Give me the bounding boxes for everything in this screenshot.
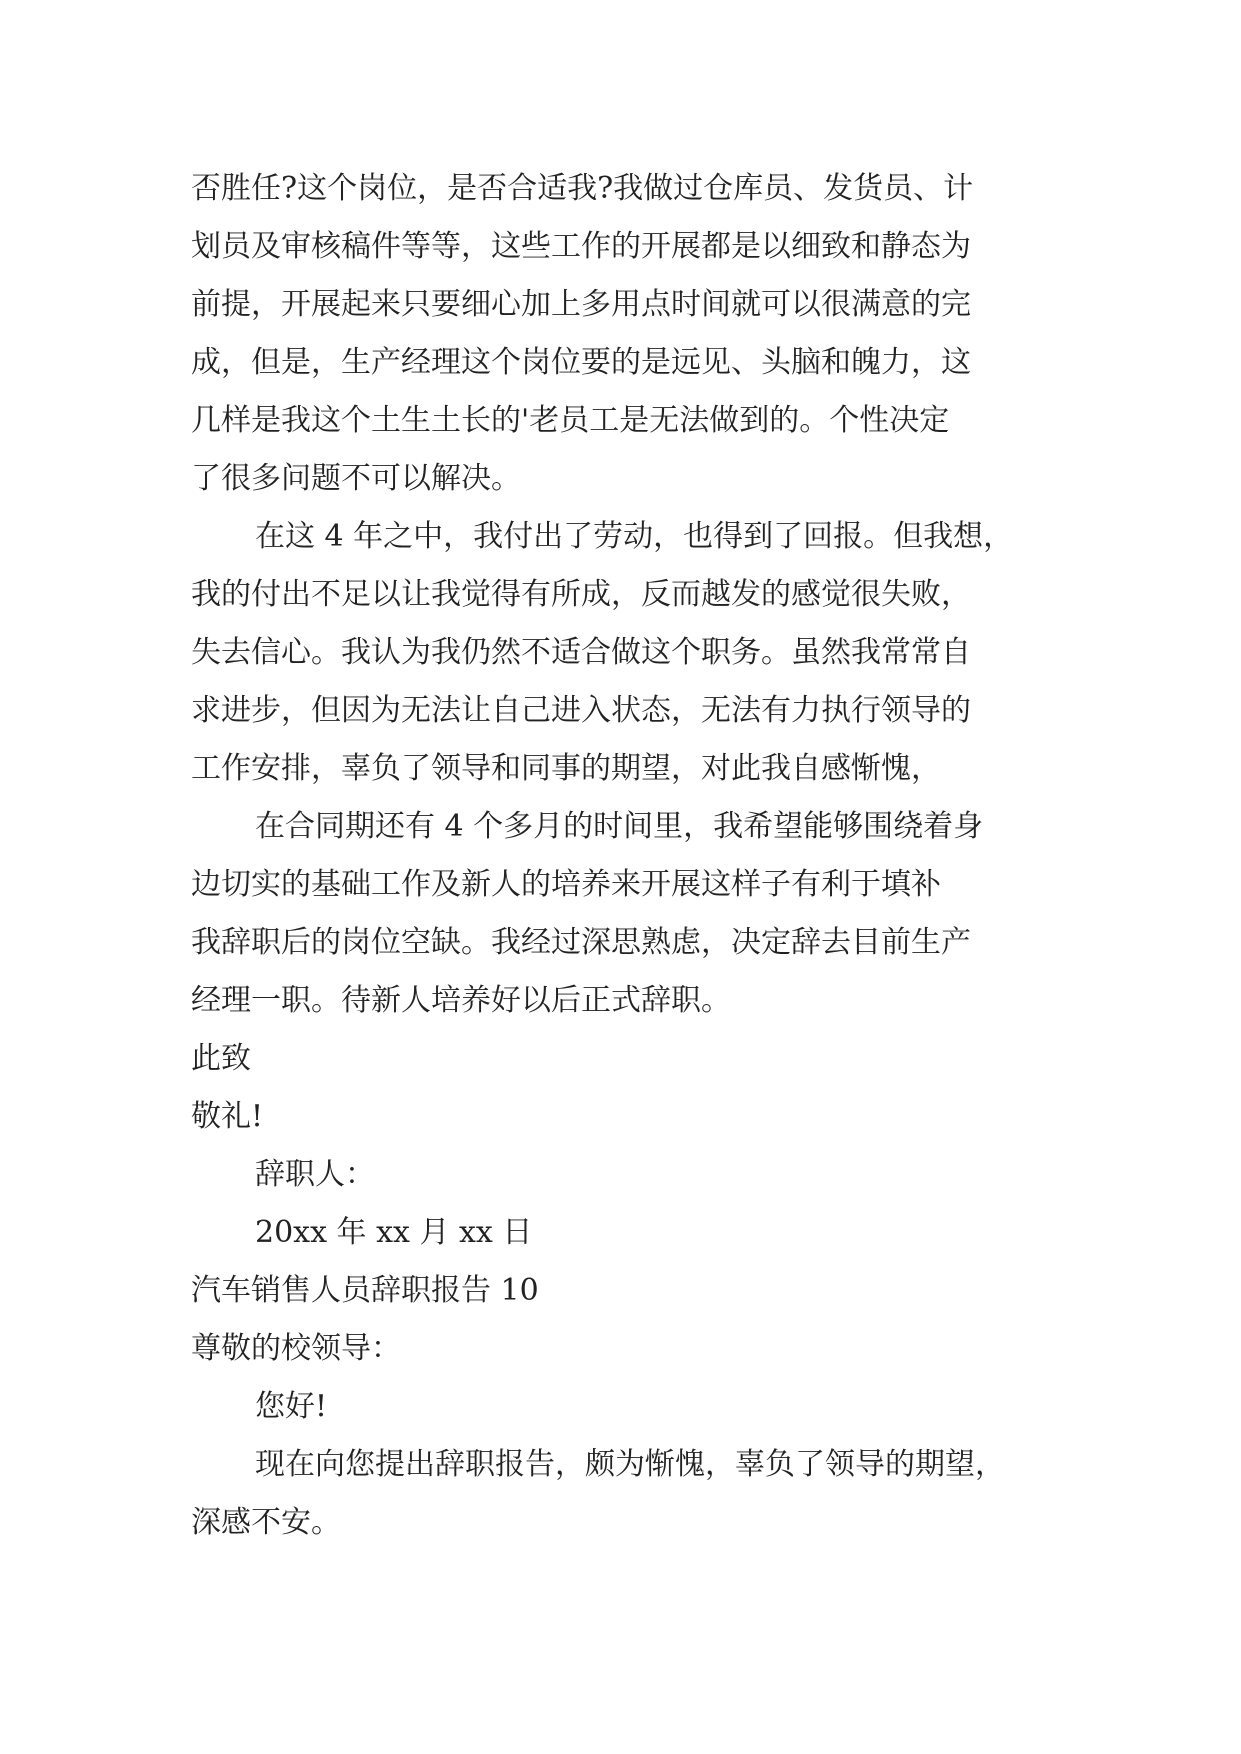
text-line-23: 现在向您提出辞职报告，颇为惭愧，辜负了领导的期望， xyxy=(255,1447,1005,1482)
text-line-9: 失去信心。我认为我仍然不适合做这个职务。虽然我常常自 xyxy=(191,635,971,670)
text-line-5: 几样是我这个土生土长的'老员工是无法做到的。个性决定 xyxy=(191,403,950,438)
text-line-24: 深感不安。 xyxy=(191,1505,341,1540)
text-line-8: 我的付出不足以让我觉得有所成，反而越发的感觉很失败， xyxy=(191,577,971,612)
text-line-10: 求进步，但因为无法让自己进入状态，无法有力执行领导的 xyxy=(191,693,971,728)
text-line-7: 在这 4 年之中，我付出了劳动，也得到了回报。但我想， xyxy=(255,519,1014,554)
closing-salutation: 此致 xyxy=(191,1041,251,1076)
greeting-addressee: 尊敬的校领导： xyxy=(191,1331,401,1366)
section-heading: 汽车销售人员辞职报告 10 xyxy=(191,1273,539,1308)
text-line-2: 划员及审核稿件等等，这些工作的开展都是以细致和静态为 xyxy=(191,229,971,264)
text-line-11: 工作安排，辜负了领导和同事的期望，对此我自感惭愧， xyxy=(191,751,941,786)
text-line-4: 成，但是，生产经理这个岗位要的是远见、头脑和魄力，这 xyxy=(191,345,971,380)
text-line-13: 边切实的基础工作及新人的培养来开展这样子有利于填补 xyxy=(191,867,941,902)
text-line-1: 否胜任?这个岗位，是否合适我?我做过仓库员、发货员、计 xyxy=(191,171,974,206)
document-body xyxy=(191,160,1071,1552)
text-line-12: 在合同期还有 4 个多月的时间里，我希望能够围绕着身 xyxy=(255,809,984,844)
signature-label: 辞职人： xyxy=(255,1157,375,1192)
text-line-15: 经理一职。待新人培养好以后正式辞职。 xyxy=(191,983,731,1018)
closing-regards: 敬礼! xyxy=(191,1099,264,1134)
text-line-6: 了很多问题不可以解决。 xyxy=(191,461,521,496)
text-line-14: 我辞职后的岗位空缺。我经过深思熟虑，决定辞去目前生产 xyxy=(191,925,971,960)
signature-date: 20xx 年 xx 月 xx 日 xyxy=(255,1215,533,1250)
text-line-3: 前提，开展起来只要细心加上多用点时间就可以很满意的完 xyxy=(191,287,971,322)
greeting: 您好! xyxy=(255,1389,328,1424)
